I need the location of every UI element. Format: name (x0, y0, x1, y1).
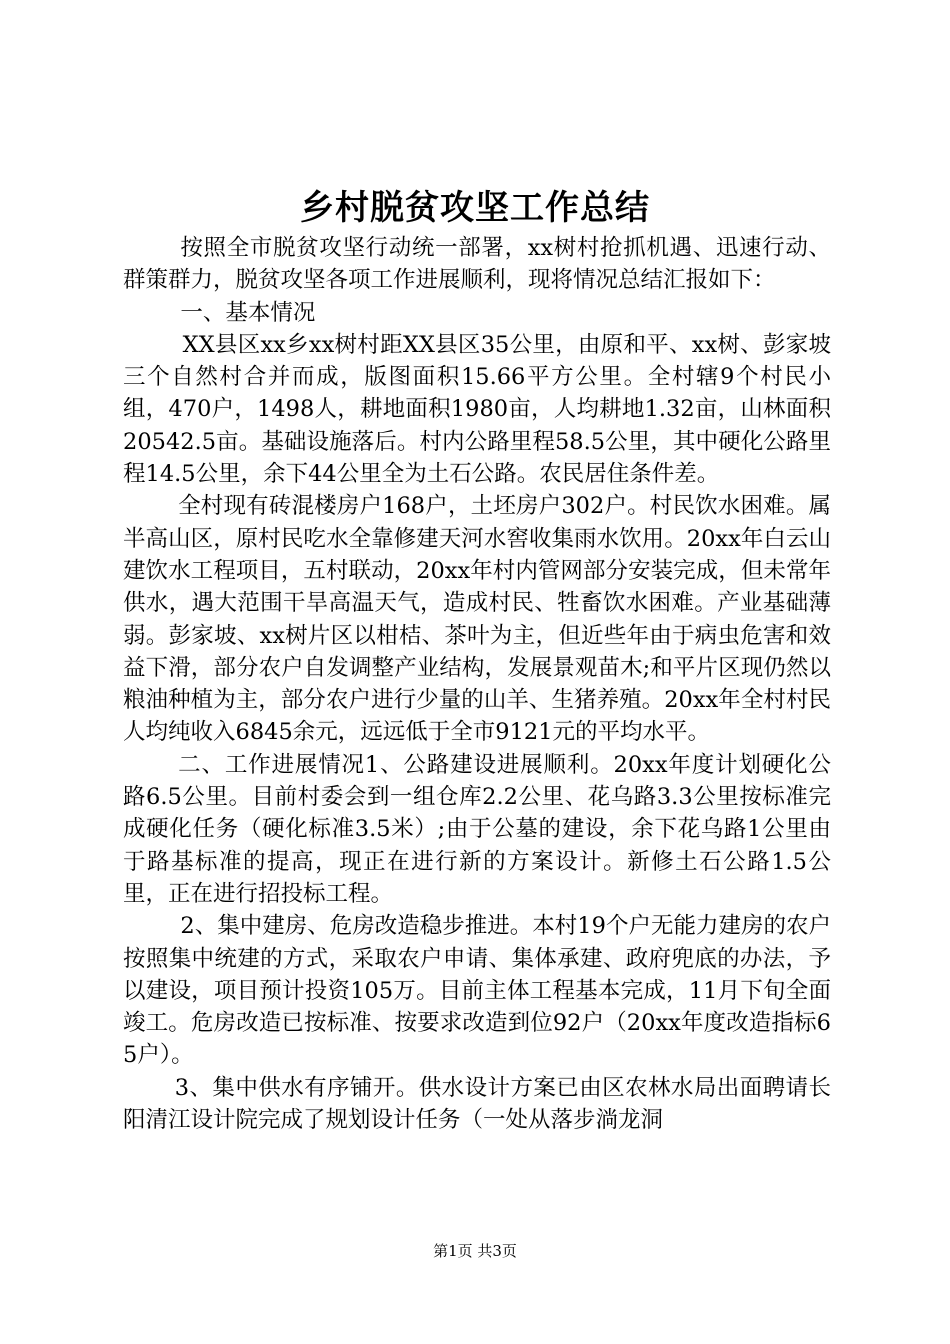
basic-situation-paragraph: XX县区xx乡xx树村距XX县区35公里，由原和平、xx树、彭家坡三个自然村合并而成，版图面积15.66平方公里。全村辖9个村民小组，470户，1498人，耕地面积1980亩，人均耕地1.32亩，山林面积20542.5亩。基础设施落后。村内公路里程58.5公里，其中硬化公路里程14.5公里，余下44公里全为土石公路。农民居住条件差。 (123, 331, 831, 488)
intro-paragraph: 按照全市脱贫攻坚行动统一部署，xx树村抢抓机遇、迅速行动、群策群力，脱贫攻坚各项工作进展顺利，现将情况总结汇报如下： (123, 235, 831, 294)
section-heading-basic-situation: 一、基本情况 (180, 299, 316, 326)
page-number-footer: 第1页 共3页 (433, 1242, 517, 1260)
water-supply-paragraph: 3、集中供水有序铺开。供水设计方案已由区农林水局出面聘请长阳清江设计院完成了规划设计任务（一处从落步淌龙洞 (123, 1074, 831, 1134)
progress-road-paragraph: 二、工作进展情况1、公路建设进展顺利。20xx年度计划硬化公路6.5公里。目前村委会到一组仓库2.2公里、花乌路3.3公里按标准完成硬化任务（硬化标准3.5米）;由于公墓的建设，余下花乌路1公里由于路基标准的提高，现正在进行新的方案设计。新修土石公路1.5公里，正在进行招投标工程。 (123, 751, 831, 907)
housing-water-industry-paragraph: 全村现有砖混楼房户168户，土坯房户302户。村民饮水困难。属半高山区，原村民吃水全靠修建天河水窖收集雨水饮用。20xx年白云山建饮水工程项目，五村联动，20xx年村内管网部分安装完成，但未常年供水，遇大范围干旱高温天气，造成村民、牲畜饮水困难。产业基础薄弱。彭家坡、xx树片区以柑桔、茶叶为主，但近些年由于病虫危害和效益下滑，部分农户自发调整产业结构，发展景观苗木;和平片区现仍然以粮油种植为主，部分农户进行少量的山羊、生猪养殖。20xx年全村村民人均纯收入6845余元，远远低于全市9121元的平均水平。 (123, 493, 831, 746)
document-body (123, 232, 831, 1136)
document-title: 乡村脱贫攻坚工作总结 (300, 188, 650, 228)
housing-reconstruction-paragraph: 2、集中建房、危房改造稳步推进。本村19个户无能力建房的农户按照集中统建的方式，采取农户申请、集体承建、政府兜底的办法，予以建设，项目预计投资105万。目前主体工程基本完成，11月下旬全面竣工。危房改造已按标准、按要求改造到位92户（20xx年度改造指标65户）。 (123, 913, 831, 1069)
